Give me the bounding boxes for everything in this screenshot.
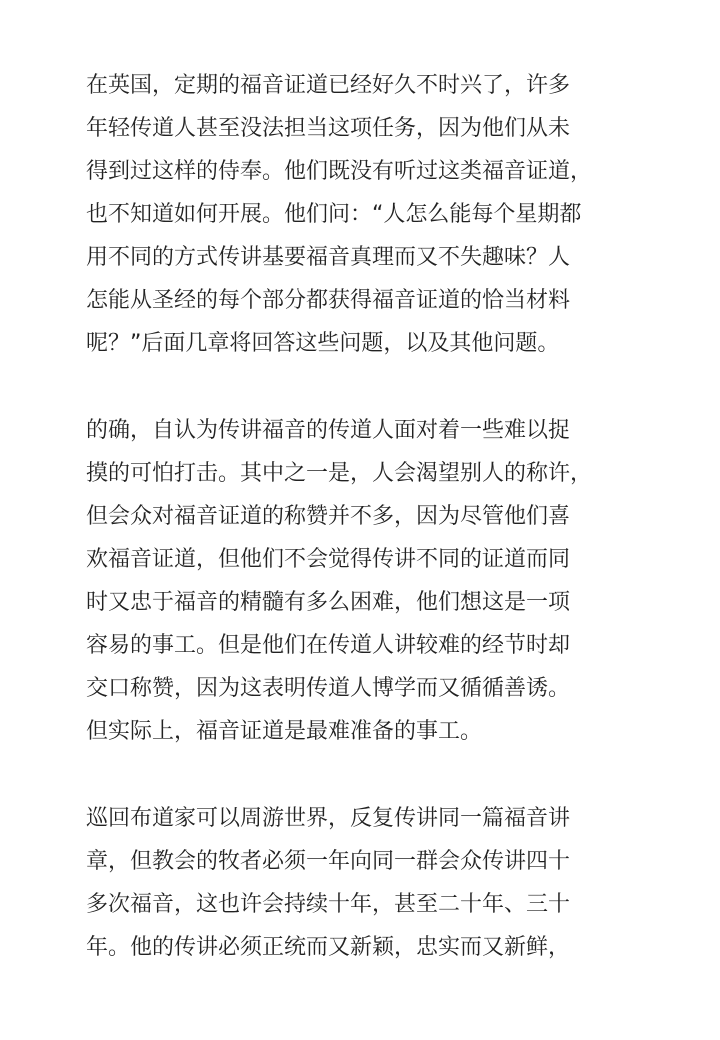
paragraph-2	[86, 409, 634, 753]
text-line: 但会众对福音证道的称赞并不多，因为尽管他们喜	[86, 504, 571, 529]
text-line: 年。他的传讲必须正统而又新颖，忠实而又新鲜，	[86, 935, 571, 960]
text-line: 交口称赞，因为这表明传道人博学而又循循善诱。	[86, 676, 571, 701]
text-line: 摸的可怕打击。其中之一是，人会渴望别人的称许，	[86, 461, 593, 486]
text-line: 呢？”后面几章将回答这些问题，以及其他问题。	[86, 331, 560, 356]
text-line: 用不同的方式传讲基要福音真理而又不失趣味？人	[86, 245, 571, 270]
text-line: 的确，自认为传讲福音的传道人面对着一些难以捉	[86, 418, 571, 443]
text-line: 巡回布道家可以周游世界，反复传讲同一篇福音讲	[86, 806, 571, 831]
text-line: 也不知道如何开展。他们问：“人怎么能每个星期都	[86, 202, 582, 227]
paragraph-1	[86, 64, 634, 365]
paragraph-3	[86, 797, 634, 969]
text-line: 但实际上，福音证道是最难准备的事工。	[86, 719, 483, 744]
text-line: 怎能从圣经的每个部分都获得福音证道的恰当材料	[86, 288, 571, 313]
text-line: 在英国，定期的福音证道已经好久不时兴了，许多	[86, 73, 571, 98]
text-line: 容易的事工。但是他们在传道人讲较难的经节时却	[86, 633, 571, 658]
text-line: 章，但教会的牧者必须一年向同一群会众传讲四十	[86, 849, 571, 874]
text-line: 时又忠于福音的精髓有多么困难，他们想这是一项	[86, 590, 571, 615]
text-line: 多次福音，这也许会持续十年，甚至二十年、三十	[86, 892, 571, 917]
text-line: 得到过这样的侍奉。他们既没有听过这类福音证道，	[86, 159, 593, 184]
article-body	[86, 64, 634, 1013]
text-line: 欢福音证道，但他们不会觉得传讲不同的证道而同	[86, 547, 571, 572]
text-line: 年轻传道人甚至没法担当这项任务，因为他们从未	[86, 116, 571, 141]
